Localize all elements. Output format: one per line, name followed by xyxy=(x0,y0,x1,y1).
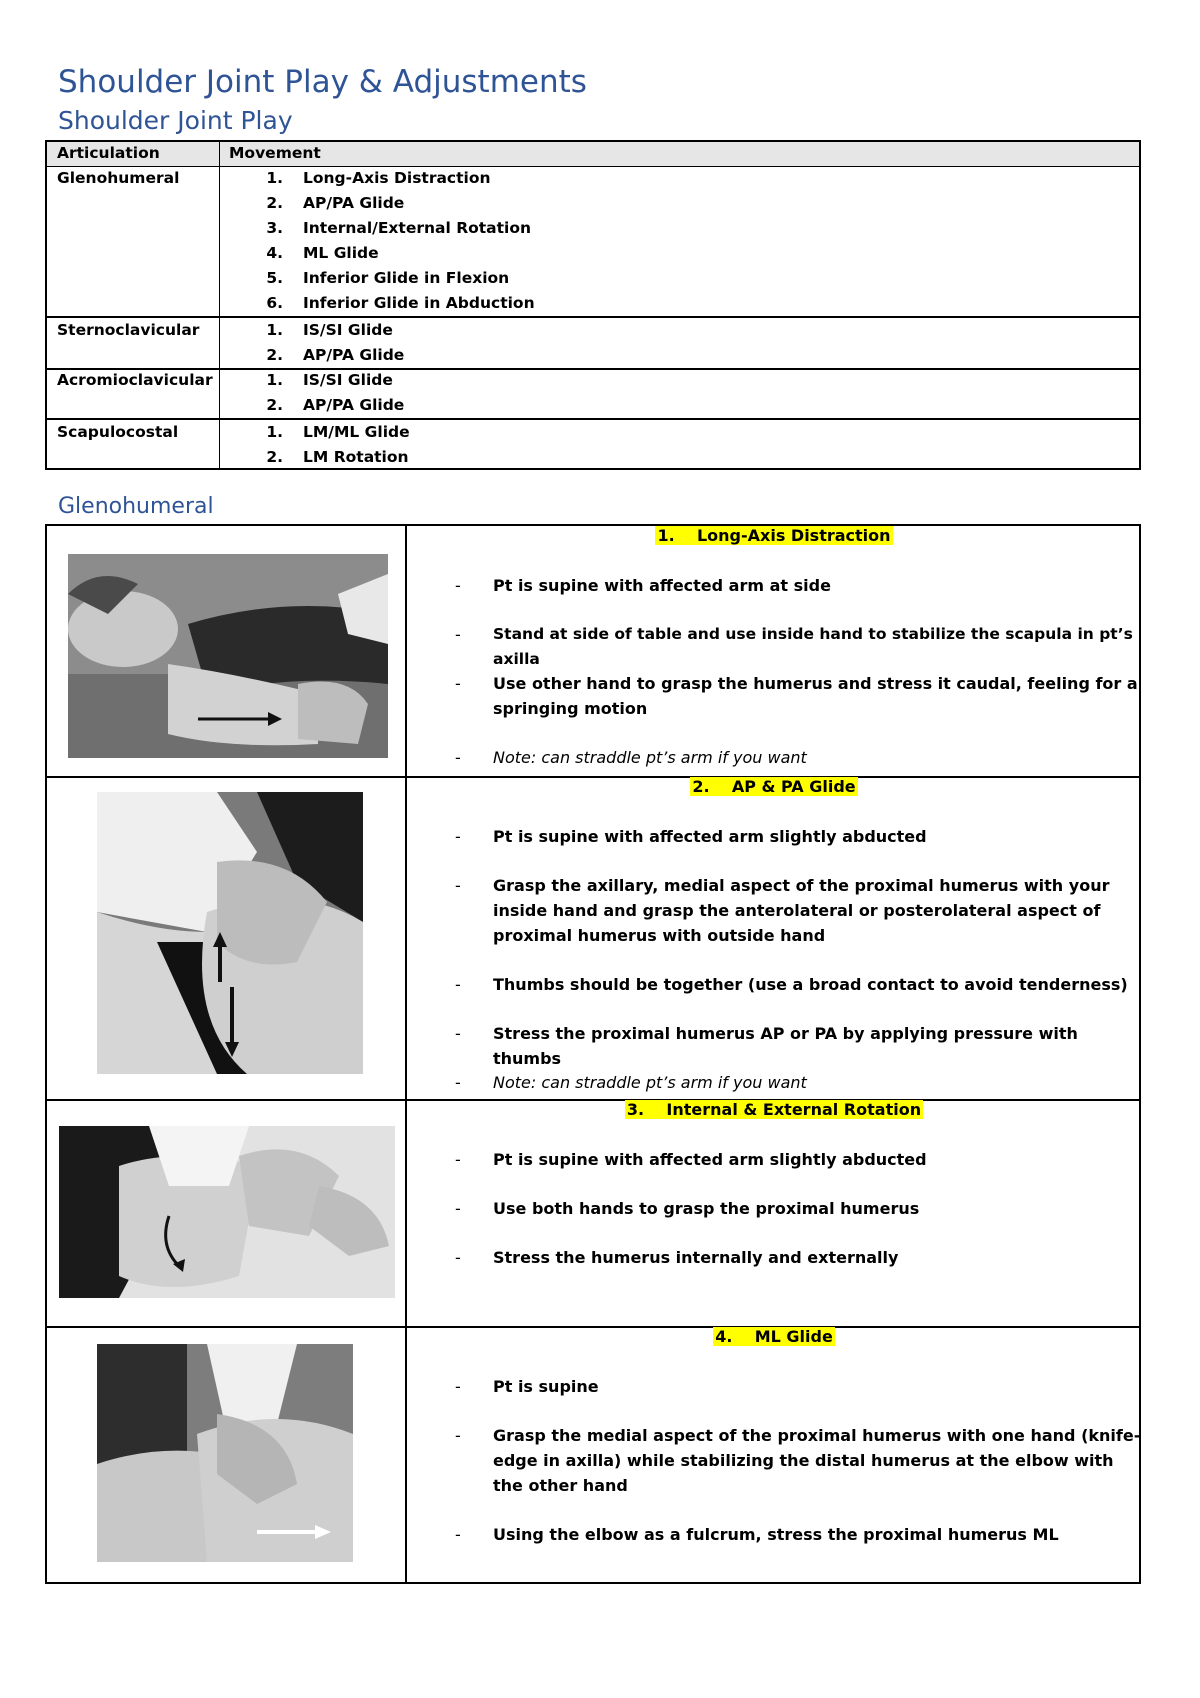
step-4-bullet: Pt is supine xyxy=(493,1377,599,1396)
movement-item: ML Glide xyxy=(303,244,379,262)
list-number: 5. xyxy=(266,269,283,287)
bullet-dash: - xyxy=(455,625,461,644)
movement-item: AP/PA Glide xyxy=(303,396,405,414)
movement-item: IS/SI Glide xyxy=(303,371,393,389)
list-number: 1. xyxy=(266,169,283,187)
bullet-dash: - xyxy=(455,674,461,693)
list-number: 2. xyxy=(266,448,283,466)
supine-patient-long-axis-distraction-photo xyxy=(68,554,388,758)
step-1-bullet: Use other hand to grasp the humerus and stress it caudal, feeling for a springing motion xyxy=(493,674,1138,718)
list-number: 1. xyxy=(266,321,283,339)
step-2-title: 2. AP & PA Glide xyxy=(692,777,856,796)
glenohumeral-procedure-table xyxy=(45,524,1141,1584)
movement-item: LM Rotation xyxy=(303,448,409,466)
ml-glide-photo xyxy=(97,1344,353,1562)
list-number: 3. xyxy=(266,219,283,237)
step-2-bullet: Grasp the axillary, medial aspect of the proximal humerus with your inside hand and grasp the anterolateral or posterolateral aspect of proximal humerus with outside hand xyxy=(493,876,1110,945)
articulation-scapulocostal: Scapulocostal xyxy=(57,423,179,441)
step-1-title: 1. Long-Axis Distraction xyxy=(657,526,891,545)
movement-item: IS/SI Glide xyxy=(303,321,393,339)
movement-item: AP/PA Glide xyxy=(303,194,405,212)
bullet-dash: - xyxy=(455,576,461,595)
bullet-dash: - xyxy=(455,1248,461,1267)
header-articulation: Articulation xyxy=(57,144,160,162)
bullet-dash: - xyxy=(455,1024,461,1043)
bullet-dash: - xyxy=(455,748,461,767)
section-heading-glenohumeral: Glenohumeral xyxy=(58,494,214,519)
document-title: Shoulder Joint Play & Adjustments xyxy=(58,64,587,100)
step-1-note: Note: can straddle pt’s arm if you want xyxy=(493,748,807,767)
articulation-acromioclavicular: Acromioclavicular xyxy=(57,371,213,389)
bullet-dash: - xyxy=(455,1377,461,1396)
bullet-dash: - xyxy=(455,1525,461,1544)
step-4-bullet: Using the elbow as a fulcrum, stress the proximal humerus ML xyxy=(493,1525,1059,1544)
list-number: 2. xyxy=(266,396,283,414)
bullet-dash: - xyxy=(455,1199,461,1218)
articulation-sternoclavicular: Sternoclavicular xyxy=(57,321,200,339)
step-4-bullet: Grasp the medial aspect of the proximal humerus with one hand (knife-edge in axilla) while stabilizing the distal humerus at the elbow with the other hand xyxy=(493,1426,1141,1495)
row-divider xyxy=(47,316,1139,318)
column-divider xyxy=(405,526,407,1582)
row-divider xyxy=(47,418,1139,420)
movement-item: AP/PA Glide xyxy=(303,346,405,364)
bullet-dash: - xyxy=(455,1073,461,1092)
list-number: 2. xyxy=(266,346,283,364)
step-2-note: Note: can straddle pt’s arm if you want xyxy=(493,1073,807,1092)
step-1-bullet: Stand at side of table and use inside hand to stabilize the scapula in pt’s axilla xyxy=(493,625,1133,668)
ap-pa-glide-photo xyxy=(97,792,363,1074)
step-2-bullet: Pt is supine with affected arm slightly abducted xyxy=(493,827,927,846)
list-number: 1. xyxy=(266,423,283,441)
internal-external-rotation-photo xyxy=(59,1126,395,1298)
step-2-bullet: Stress the proximal humerus AP or PA by applying pressure with thumbs xyxy=(493,1024,1078,1068)
movement-item: Inferior Glide in Abduction xyxy=(303,294,535,312)
bullet-dash: - xyxy=(455,827,461,846)
step-3-bullet: Use both hands to grasp the proximal humerus xyxy=(493,1199,920,1218)
movement-item: Internal/External Rotation xyxy=(303,219,532,237)
list-number: 1. xyxy=(266,371,283,389)
step-1-bullet: Pt is supine with affected arm at side xyxy=(493,576,831,595)
bullet-dash: - xyxy=(455,1150,461,1169)
step-3-bullet: Stress the humerus internally and externally xyxy=(493,1248,899,1267)
bullet-dash: - xyxy=(455,975,461,994)
bullet-dash: - xyxy=(455,876,461,895)
list-number: 6. xyxy=(266,294,283,312)
step-2-bullet: Thumbs should be together (use a broad contact to avoid tenderness) xyxy=(493,975,1128,994)
step-4-title: 4. ML Glide xyxy=(715,1327,833,1346)
document-subtitle: Shoulder Joint Play xyxy=(58,106,293,135)
bullet-dash: - xyxy=(455,1426,461,1445)
step-3-title: 3. Internal & External Rotation xyxy=(626,1100,922,1119)
table-header-row xyxy=(47,142,1139,167)
movement-item: Inferior Glide in Flexion xyxy=(303,269,510,287)
step-3-bullet: Pt is supine with affected arm slightly abducted xyxy=(493,1150,927,1169)
articulation-glenohumeral: Glenohumeral xyxy=(57,169,180,187)
list-number: 2. xyxy=(266,194,283,212)
joint-play-summary-table xyxy=(45,140,1141,470)
movement-item: LM/ML Glide xyxy=(303,423,410,441)
list-number: 4. xyxy=(266,244,283,262)
movement-item: Long-Axis Distraction xyxy=(303,169,491,187)
header-movement: Movement xyxy=(229,144,321,162)
